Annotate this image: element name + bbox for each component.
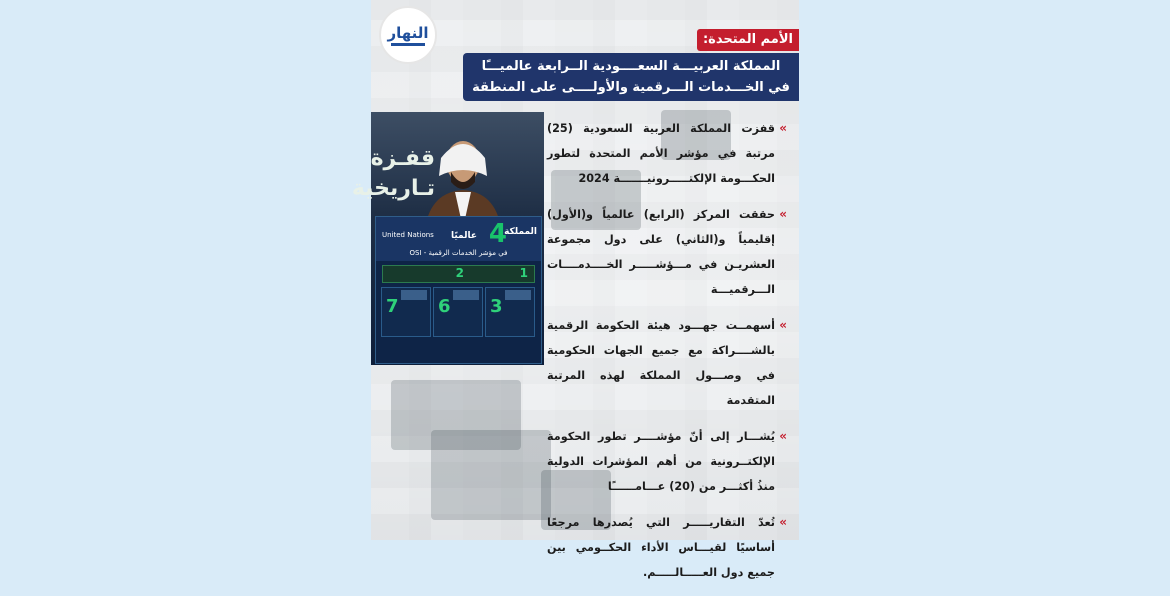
- bullet-marker-icon: »: [779, 207, 787, 221]
- stat-box-label: [453, 290, 479, 300]
- stat-row: [382, 265, 535, 283]
- stat-box: [381, 287, 431, 337]
- bullet-item: [547, 424, 787, 499]
- card-footer: [382, 339, 535, 359]
- card-kingdom: المملكة: [504, 227, 537, 237]
- big-word-2: تـاريخية: [351, 176, 435, 201]
- stat-value: 1: [519, 266, 528, 280]
- bullet-marker-icon: »: [779, 429, 787, 443]
- bullet-list: [547, 116, 787, 596]
- stat-value: 3: [490, 296, 503, 317]
- background-screen: [431, 430, 551, 520]
- stat-value: 7: [386, 296, 399, 317]
- bullet-text: قفزت المملكة العربية السعودية (25) مرتبة في مؤشر الأمم المتحدة لتطور الحكـــومة الإلكتـــــرونيـــــــة 2024: [547, 122, 775, 185]
- person-portrait: [417, 130, 509, 228]
- bullet-text: أسهمــت جهـــود هيئة الحكومة الرقمية بالشــــراكة مع جميع الجهات الحكومية في وصـــول المملكة لهذه المرتبة المتقدمة: [547, 319, 775, 407]
- headline-line-2: في الخـــدمات الـــرقمية والأولــــى على المنطقة: [472, 80, 790, 95]
- stat-value: 2: [455, 266, 464, 280]
- source-tag: الأمم المتحدة:: [697, 29, 799, 51]
- un-logo-label: United Nations: [382, 231, 434, 239]
- brand-logo: [379, 6, 437, 64]
- bullet-item: [547, 313, 787, 413]
- card-index-label: في مؤشر الخدمات الرقمية - OSI: [409, 249, 508, 257]
- bullet-marker-icon: »: [779, 318, 787, 332]
- side-image: [351, 112, 544, 365]
- bullet-marker-icon: »: [779, 121, 787, 135]
- bullet-text: حققت المركز (الرابع) عالمياً و(الأول) إقليمياً و(الثاني) على دول مجموعة العشريـن في مـــؤشـــــر الخــــدمــــات الـــرقميـــة: [547, 208, 775, 296]
- logo-text: النهار: [387, 23, 429, 42]
- headline: [463, 53, 799, 101]
- stat-box: [433, 287, 483, 337]
- bullet-item: [547, 202, 787, 302]
- bullet-marker-icon: »: [779, 515, 787, 529]
- stat-value: 6: [438, 296, 451, 317]
- card-rank: 4: [488, 219, 507, 249]
- infographic-poster: [351, 0, 799, 579]
- stat-box-label: [505, 290, 531, 300]
- bullet-text: يُشـــار إلى أنّ مؤشــــر تطور الحكومة الإلكتــرونية من أهم المؤشرات الدولية منذُ أكثـــر من (20) عـــامــــــًا: [547, 430, 775, 493]
- ranking-card: [375, 216, 542, 364]
- big-word-1: قفـزة: [370, 146, 435, 171]
- card-world: عالميًا: [451, 231, 477, 241]
- logo-underline: [391, 43, 425, 46]
- bullet-text: تُعدّ التقاريـــــر التي يُصدرها مرجعًا أساسيًا لقيـــاس الأداء الحكــومي بين جميع دول العـــــالـــــم.: [547, 516, 775, 579]
- bullet-item: [547, 116, 787, 191]
- card-header: [376, 217, 541, 261]
- bullet-item: [547, 510, 787, 585]
- headline-line-1: المملكة العربيـــة السعــــودية الــرابعة عالميـــًا: [481, 59, 781, 74]
- stat-box-label: [401, 290, 427, 300]
- stat-box: [485, 287, 535, 337]
